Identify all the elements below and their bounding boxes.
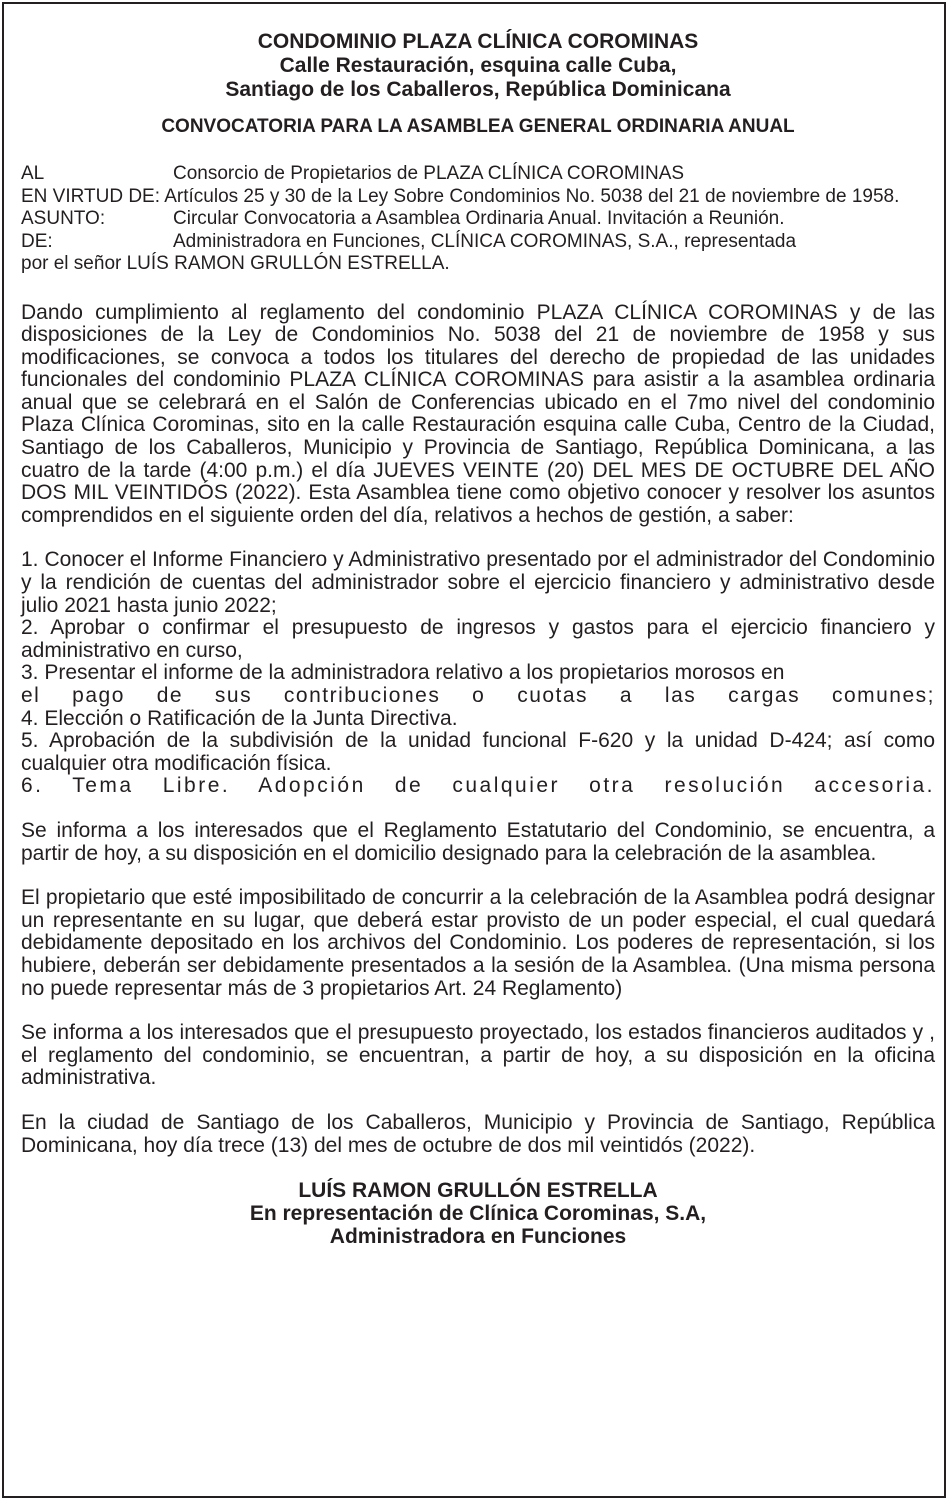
header-city: Santiago de los Caballeros, República Dominicana bbox=[225, 78, 731, 101]
date-paragraph: En la ciudad de Santiago de los Caballeros, Municipio y Provincia de Santiago, República Dominicana, hoy día trece (13) del mes de octubre de dos mil veintidós (2022). bbox=[21, 1110, 935, 1157]
header-condominium-name: CONDOMINIO PLAZA CLÍNICA COROMINAS bbox=[257, 30, 699, 53]
notice-title: CONVOCATORIA PARA LA ASAMBLEA GENERAL ORDINARIA ANUAL bbox=[161, 116, 795, 137]
signatory-role-representation: En representación de Clínica Corominas, S.A, bbox=[249, 1202, 707, 1226]
spacer bbox=[21, 1090, 935, 1112]
intro-paragraph: Dando cumplimiento al reglamento del condominio PLAZA CLÍNICA COROMINAS y de las disposiciones de la Ley de Condominios No. 5038 del 21 de noviembre de 1958 y sus modificaciones, se convoca a todos los titulares del derecho de propiedad de las unidades funcionales del condominio PLAZA CLÍNICA COROMINAS para asistir a la asamblea ordinaria anual que se celebrará en el Salón de Conferencias ubicado en el 7mo nivel del condominio Plaza Clínica Corominas, sito en la calle Restauración esquina calle Cuba, Centro de la Ciudad, Santiago de los Caballeros, Municipio y Provincia de Santiago, República Dominicana, a las cuatro de la tarde (4:00 p.m.) el día JUEVES VEINTE (20) DEL MES DE OCTUBRE DEL AÑO DOS MIL VEINTIDÓS (2022). Esta Asamblea tiene como objetivo conocer y resolver los asuntos comprendidos en el siguiente orden del día, relativos a hechos de gestión, a saber: bbox=[21, 300, 935, 527]
al-label: AL bbox=[21, 163, 45, 184]
spacer bbox=[21, 798, 935, 820]
asunto-value: Circular Convocatoria a Asamblea Ordinaria Anual. Invitación a Reunión. bbox=[173, 208, 785, 229]
agenda-item-1: 1. Conocer el Informe Financiero y Administrativo presentado por el administrador del Condominio y la rendición de cuentas del administrador sobre el ejercicio financiero y administrativo desde julio 2021 hasta junio 2022; bbox=[21, 548, 935, 617]
spacer bbox=[21, 527, 935, 549]
al-value: Consorcio de Propietarios de PLAZA CLÍNICA COROMINAS bbox=[173, 163, 685, 184]
presupuesto-paragraph: Se informa a los interesados que el presupuesto proyectado, los estados financieros auditados y , el reglamento del condominio, se encuentran, a partir de hoy, a su disposición en la oficina administrativa. bbox=[21, 1021, 935, 1090]
addressing-de-continued: por el señor LUÍS RAMON GRULLÓN ESTRELLA. bbox=[21, 253, 450, 274]
agenda-item-3-continued: el pago de sus contribuciones o cuotas a las cargas comunes; bbox=[21, 684, 935, 707]
agenda-item-5: 5. Aprobación de la subdivisión de la unidad funcional F-620 y la unidad D-424; así como cualquier otra modificación física. bbox=[21, 729, 935, 775]
spacer bbox=[21, 1000, 935, 1022]
header-street: Calle Restauración, esquina calle Cuba, bbox=[279, 54, 677, 77]
agenda-item-4: 4. Elección o Ratificación de la Junta Directiva. bbox=[21, 706, 458, 730]
signature-block bbox=[21, 1179, 935, 1248]
spacer bbox=[21, 865, 935, 887]
addressing-de bbox=[21, 231, 935, 254]
agenda-item-3: 3. Presentar el informe de la administradora relativo a los propietarios morosos en bbox=[21, 661, 785, 685]
reglamento-paragraph: Se informa a los interesados que el Reglamento Estatutario del Condominio, se encuentra, a partir de hoy, a su disposición en el domicilio designado para la celebración de la asamblea. bbox=[21, 818, 935, 865]
de-label: DE: bbox=[21, 230, 53, 252]
addressing-block bbox=[21, 163, 935, 276]
spacer bbox=[21, 276, 935, 302]
header bbox=[21, 30, 935, 102]
agenda-item-2: 2. Aprobar o confirmar el presupuesto de ingresos y gastos para el ejercicio financiero y administrativo en curso, bbox=[21, 616, 935, 662]
de-value: Administradora en Funciones, CLÍNICA COROMINAS, S.A., representada bbox=[173, 230, 797, 252]
notice-frame bbox=[2, 2, 946, 1498]
addressing-al bbox=[21, 163, 935, 186]
poder-paragraph: El propietario que esté imposibilitado de concurrir a la celebración de la Asamblea podrá designar un representante en su lugar, que deberá estar provisto de un poder especial, el cual quedará debidamente depositado en los archivos del Condominio. Los poderes de representación, si los hubiere, deberán ser debidamente presentados a la sesión de la Asamblea. (Una misma persona no puede representar más de 3 propietarios Art. 24 Reglamento) bbox=[21, 886, 935, 1000]
notice-content bbox=[21, 30, 935, 1248]
asunto-label: ASUNTO: bbox=[21, 208, 106, 229]
agenda-list bbox=[21, 549, 935, 798]
addressing-asunto bbox=[21, 208, 935, 231]
signatory-role-title: Administradora en Funciones bbox=[329, 1225, 627, 1249]
agenda-item-6: 6. Tema Libre. Adopción de cualquier otra resolución accesoria. bbox=[21, 774, 935, 798]
addressing-virtud: EN VIRTUD DE: Artículos 25 y 30 de la Ley Sobre Condominios No. 5038 del 21 de noviembre de 1958. bbox=[21, 185, 900, 207]
signatory-name: LUÍS RAMON GRULLÓN ESTRELLA bbox=[298, 1179, 658, 1203]
